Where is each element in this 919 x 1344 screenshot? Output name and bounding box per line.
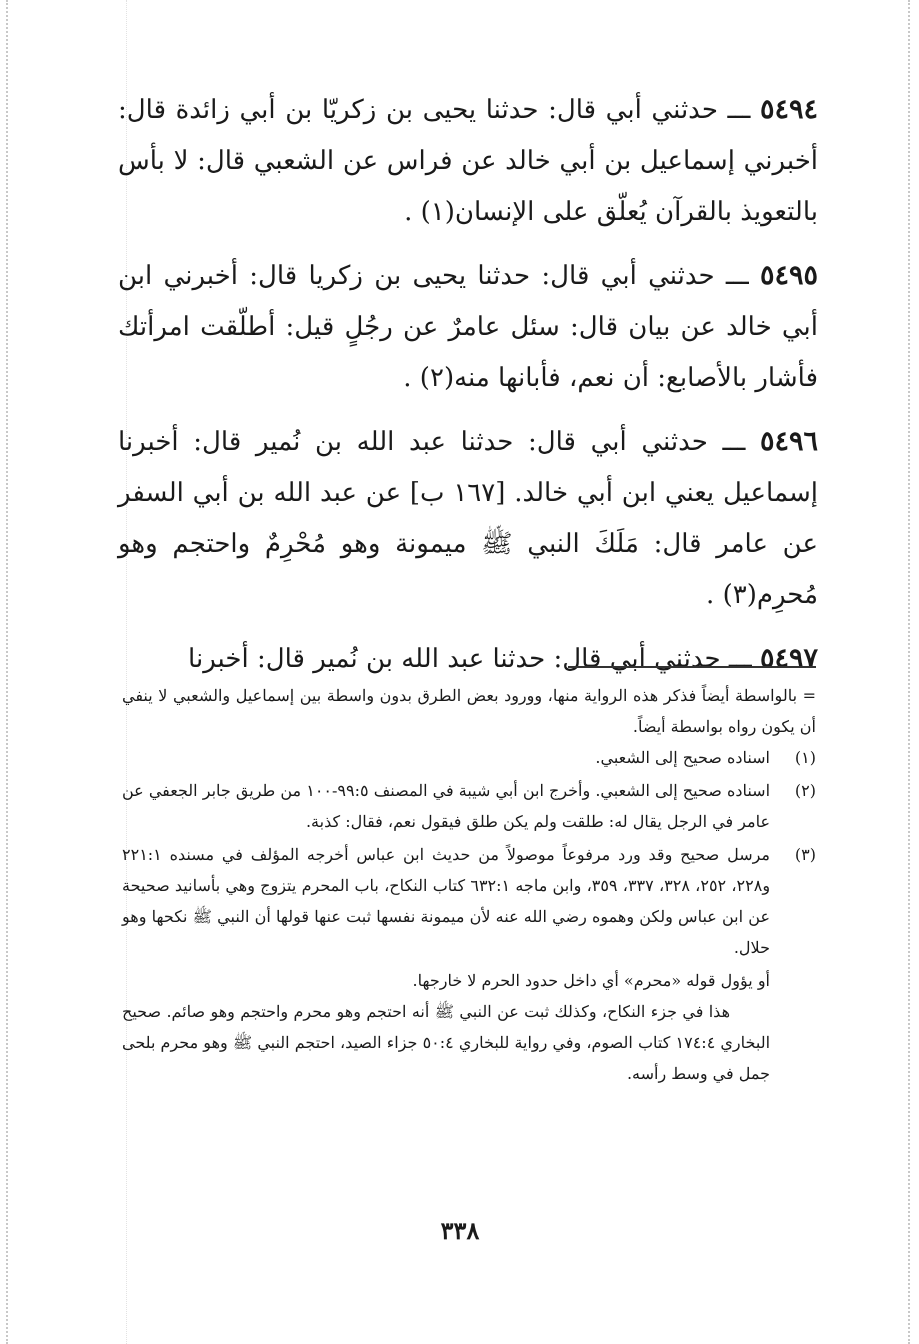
hadith-entry xyxy=(118,84,818,238)
footnote-text: اسناده صحيح إلى الشعبي. وأخرج ابن أبي شيبة في المصنف ٩٩:٥-١٠٠ من طريق جابر الجعفي عن عامر في الرجل يقال له: طلقت ولم يكن طلق فيقول نعم، فقال: كذبة. xyxy=(122,781,771,831)
entry-number: ٥٤٩٤ xyxy=(760,94,819,125)
footnote-item xyxy=(122,775,816,837)
footnote-marker: (١) xyxy=(794,748,816,767)
hadith-entry xyxy=(118,633,818,685)
footnote-item xyxy=(122,839,816,963)
footnote-continuation: = بالواسطة أيضاً فذكر هذه الرواية منها، وورود بعض الطرق بدون واسطة بين إسماعيل والشعبي لا ينفي أن يكون رواه بواسطة أيضاً. xyxy=(122,686,816,736)
entry-text: ـــ حدثني أبي قال: حدثنا يحيى بن زكريا قال: أخبرني ابن أبي خالد عن بيان قال: سئل عامرٌ عن رجُلٍ قيل: أطلّقت امرأتك فأشار بالأصابع: أن نعم، فأبانها منه(٢) . xyxy=(118,261,818,393)
entry-number: ٥٤٩٦ xyxy=(759,426,818,457)
footnote-text: مرسل صحيح وقد ورد مرفوعاً موصولاً من حديث ابن عباس أخرجه المؤلف في مسنده ٢٢١:١ و٢٢٨، ٢٥٢، ٣٢٨، ٣٣٧، ٣٥٩، وابن ماجه ٦٣٢:١ كتاب النكاح، باب المحرم يتزوج وهي بأسانيد صحيحة عن ابن عباس ولكن وهموه رضي الله عنه لأن ميمونة نفسها ثبت عنها قولها أن النبي ﷺ نكحها وهو حلال. xyxy=(122,845,771,957)
footnote-separator xyxy=(568,666,816,668)
entry-number: ٥٤٩٥ xyxy=(760,260,819,291)
hadith-entry xyxy=(118,416,818,621)
footnote-text: هذا في جزء النكاح، وكذلك ثبت عن النبي ﷺ أنه احتجم وهو محرم واحتجم وهو صائم. صحيح البخاري ١٧٤:٤ كتاب الصوم، وفي رواية للبخاري ٥٠:٤ جزاء الصيد، احتجم النبي ﷺ وهو محرم بلحى جمل في وسط رأسه. xyxy=(122,1002,771,1083)
entry-number: ٥٤٩٧ xyxy=(759,643,818,674)
footnote-text: أو يؤول قوله «محرم» أي داخل حدود الحرم لا خارجها. xyxy=(412,971,770,990)
footnote-item xyxy=(122,742,816,773)
scan-edge-left xyxy=(6,0,8,1344)
entry-text: ـــ حدثني أبي قال: حدثنا عبد الله بن نُمير قال: أخبرنا xyxy=(188,644,752,674)
footnote-marker: (٣) xyxy=(794,845,816,864)
main-text xyxy=(118,84,818,697)
entry-text: ـــ حدثني أبي قال: حدثنا عبد الله بن نُمير قال: أخبرنا إسماعيل يعني ابن أبي خالد. [١٦٧ ب] عن عبد الله بن أبي السفر عن عامر قال: مَلَكَ النبي ﷺ ميمونة وهو مُحْرِمٌ واحتجم وهو مُحرِم(٣) . xyxy=(118,427,818,610)
footnote-marker: (٢) xyxy=(794,781,816,800)
page-number: ٣٣٨ xyxy=(440,1216,480,1245)
entry-text: ـــ حدثني أبي قال: حدثنا يحيى بن زكريّا بن أبي زائدة قال: أخبرني إسماعيل بن أبي خالد عن فراس عن الشعبي قال: لا بأس بالتعويذ بالقرآن يُعلّق على الإنسان(١) . xyxy=(118,95,818,227)
scan-edge-right xyxy=(908,0,910,1344)
hadith-entry xyxy=(118,250,818,404)
footnote-text: اسناده صحيح إلى الشعبي. xyxy=(595,748,770,767)
footnotes xyxy=(122,680,816,1089)
